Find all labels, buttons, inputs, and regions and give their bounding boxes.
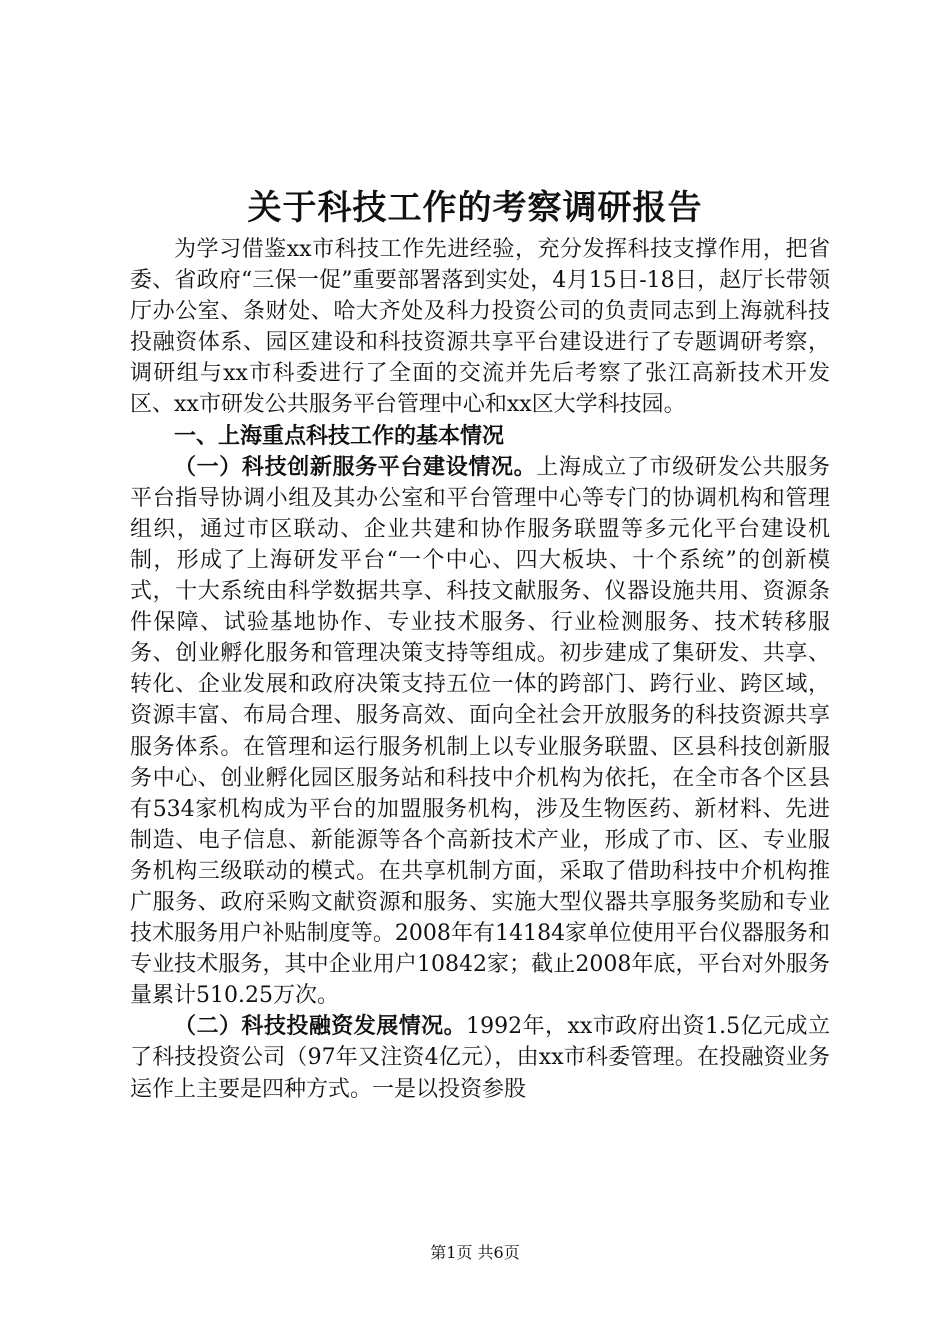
subsection-2-text: 1992年，xx市政府出资1.5亿元成立了科技投资公司（97年又注资4亿元），由xx市科委管理。在投融资业务运作上主要是四种方式。一是以投资参股 — [130, 1014, 830, 1102]
subsection-2-paragraph — [130, 1011, 830, 1104]
document-title: 关于科技工作的考察调研报告 — [247, 188, 703, 228]
document-body — [130, 234, 830, 1105]
subsection-1-heading: （一）科技创新服务平台建设情况。 — [174, 453, 537, 480]
page-footer: 第1页 共6页 — [430, 1243, 520, 1262]
section-heading: 一、上海重点科技工作的基本情况 — [174, 422, 505, 449]
subsection-1-paragraph — [130, 452, 830, 1012]
subsection-2-heading: （二）科技投融资发展情况。 — [174, 1013, 467, 1040]
subsection-1-text: 上海成立了市级研发公共服务平台指导协调小组及其办公室和平台管理中心等专门的协调机构和管理组织，通过市区联动、企业共建和协作服务联盟等多元化平台建设机制，形成了上海研发平台“一个中心、四大板块、十个系统”的创新模式，十大系统由科学数据共享、科技文献服务、仪器设施共用、资源条件保障、试验基地协作、专业技术服务、行业检测服务、技术转移服务、创业孵化服务和管理决策支持等组成。初步建成了集研发、共享、转化、企业发展和政府决策支持五位一体的跨部门、跨行业、跨区域，资源丰富、布局合理、服务高效、面向全社会开放服务的科技资源共享服务体系。在管理和运行服务机制上以专业服务联盟、区县科技创新服务中心、创业孵化园区服务站和科技中介机构为依托，在全市各个区县有534家机构成为平台的加盟服务机构，涉及生物医药、新材料、先进制造、电子信息、新能源等各个高新技术产业，形成了市、区、专业服务机构三级联动的模式。在共享机制方面，采取了借助科技中介机构推广服务、政府采购文献资源和服务、实施大型仪器共享服务奖励和专业技术服务用户补贴制度等。2008年有14184家单位使用平台仪器服务和专业技术服务，其中企业用户10842家；截止2008年底，平台对外服务量累计510.25万次。 — [130, 454, 830, 1009]
intro-paragraph: 为学习借鉴xx市科技工作先进经验，充分发挥科技支撑作用，把省委、省政府“三保一促”重要部署落到实处，4月15日-18日，赵厅长带领厅办公室、条财处、哈大齐处及科力投资公司的负责同志到上海就科技投融资体系、园区建设和科技资源共享平台建设进行了专题调研考察，调研组与xx市科委进行了全面的交流并先后考察了张江高新技术开发区、xx市研发公共服务平台管理中心和xx区大学科技园。 — [130, 237, 830, 418]
